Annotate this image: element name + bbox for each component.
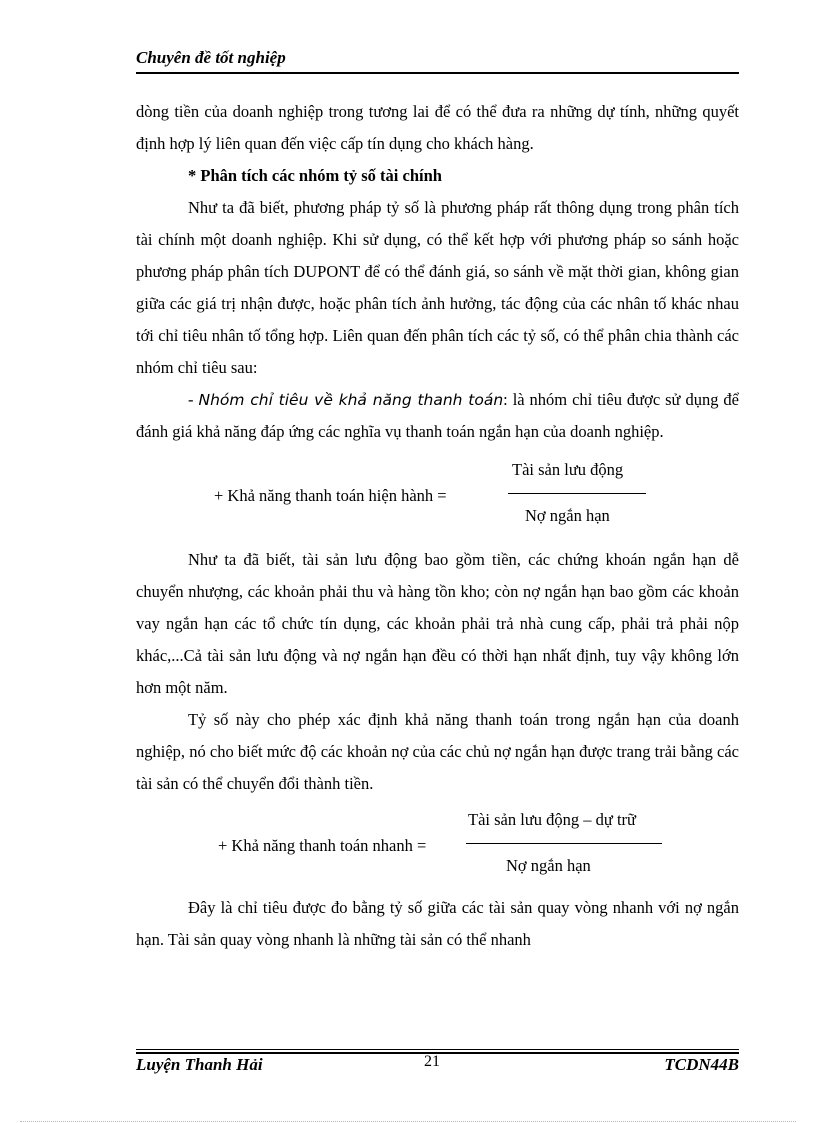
paragraph-2: Như ta đã biết, phương pháp tỷ số là phương pháp rất thông dụng trong phân tích tài chính một doanh nghiệp. Khi sử dụng, có thể kết hợp với phương pháp so sánh hoặc phương pháp phân tích DUPONT để có thể đánh giá, so sánh về mặt thời gian, không gian giữa các giá trị nhận được, hoặc phân tích ảnh hưởng, tác động của các nhân tố khác nhau tới chỉ tiêu nhân tố tổng hợp. Liên quan đến phân tích các tỷ số, có thể phân chia thành các nhóm chỉ tiêu sau: (136, 198, 739, 377)
footer-rule-thin (136, 1049, 739, 1050)
header-title: Chuyên đề tốt nghiệp (136, 48, 286, 67)
liquidity-term: Nhóm chỉ tiêu về khả năng thanh toán (198, 391, 504, 409)
formula-quick-denominator: Nợ ngắn hạn (506, 856, 591, 875)
paragraph-3-prefix: - (188, 390, 199, 409)
paragraph-1: dòng tiền của doanh nghiệp trong tương lai để có thể đưa ra những dự tính, những quyết định hợp lý liên quan đến việc cấp tín dụng cho khách hàng. (136, 102, 739, 153)
section-heading: * Phân tích các nhóm tỷ số tài chính (188, 166, 442, 185)
paragraph-3-rest: : là nhóm chỉ tiêu được sử dụng để đánh giá khả năng đáp ứng các nghĩa vụ thanh toán ngắn hạn của doanh nghiệp. (136, 390, 739, 441)
formula-quick-numerator: Tài sản lưu động – dự trữ (468, 810, 636, 829)
footer-code: TCDN44B (664, 1055, 739, 1074)
paragraph-4: Như ta đã biết, tài sản lưu động bao gồm tiền, các chứng khoán ngắn hạn dễ chuyển nhượng, các khoản phải thu và hàng tồn kho; còn nợ ngắn hạn bao gồm các khoản vay ngắn hạn các tổ chức tín dụng, các khoản phải trả nhà cung cấp, phải trả phải nộp khác,...Cả tài sản lưu động và nợ ngắn hạn đều có thời hạn nhất định, tuy vậy không lớn hơn một năm. (136, 550, 739, 697)
formula-current-label: + Khả năng thanh toán hiện hành = (214, 486, 447, 505)
formula-current-denominator: Nợ ngắn hạn (525, 506, 610, 525)
page-number: 21 (424, 1053, 440, 1070)
paragraph-3 (136, 384, 739, 448)
formula-current-numerator: Tài sản lưu động (512, 460, 624, 479)
footer-author: Luyện Thanh Hải (136, 1055, 263, 1074)
body-text (136, 96, 739, 956)
page-edge-dots (20, 1121, 796, 1122)
formula-current-fraction-line (508, 493, 646, 494)
paragraph-5: Tỷ số này cho phép xác định khả năng thanh toán trong ngắn hạn của doanh nghiệp, nó cho biết mức độ các khoản nợ của các chủ nợ ngắn hạn được trang trải bằng các tài sản có thể chuyển đổi thành tiền. (136, 710, 739, 793)
formula-quick-label: + Khả năng thanh toán nhanh = (218, 836, 427, 855)
formula-quick-fraction-line (466, 843, 662, 844)
formula-quick-ratio (136, 804, 739, 892)
formula-current-ratio (136, 454, 739, 544)
header-rule (136, 72, 739, 74)
paragraph-6: Đây là chỉ tiêu được đo bằng tỷ số giữa các tài sản quay vòng nhanh với nợ ngắn hạn. Tài sản quay vòng nhanh là những tài sản có thể nhanh (136, 898, 739, 949)
